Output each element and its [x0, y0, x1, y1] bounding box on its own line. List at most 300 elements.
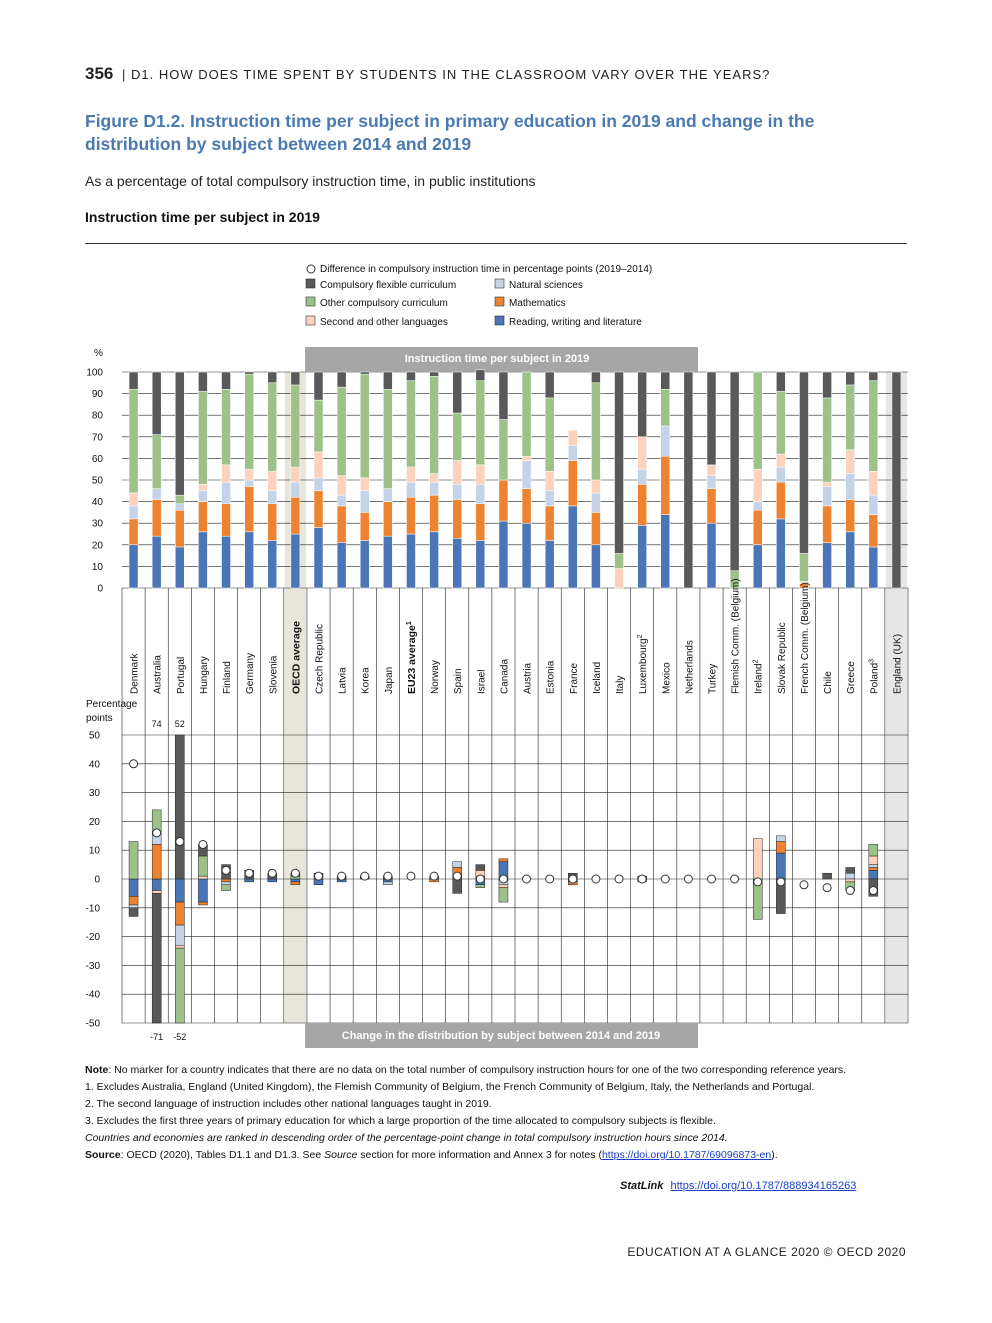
bottom-bar-segment-reading: [268, 879, 277, 882]
bottom-bar-segment-reading: [198, 879, 207, 902]
top-bar-segment-languages: [776, 454, 785, 467]
bottom-y-tick: -20: [85, 932, 100, 944]
legend-label-flexible: Compulsory flexible curriculum: [320, 280, 457, 291]
difference-marker: [315, 872, 323, 880]
top-bar-segment-flexible: [799, 372, 808, 553]
legend-label-sciences: Natural sciences: [509, 280, 583, 291]
top-bar-segment-other: [291, 385, 300, 467]
bottom-bar-segment-sciences: [129, 905, 138, 908]
top-bar-segment-flexible: [175, 372, 184, 495]
source-line: Source: OECD (2020), Tables D1.1 and D1.3. See Source section for more information and Annex 3 for notes (https://doi.org/10.1787/69096873-en).: [85, 1149, 778, 1161]
top-bar-segment-languages: [291, 467, 300, 482]
bottom-y-tick: -40: [85, 989, 100, 1001]
top-bar-segment-sciences: [291, 482, 300, 497]
bottom-bar-segment-languages: [175, 945, 184, 948]
top-bar-segment-other: [499, 420, 508, 480]
category-label-sup: 3: [868, 658, 876, 663]
top-bar-segment-sciences: [175, 504, 184, 510]
bottom-bar-segment-math: [129, 896, 138, 905]
top-bar-segment-languages: [245, 469, 254, 480]
top-bar-segment-other: [823, 398, 832, 482]
top-bar-segment-other: [383, 389, 392, 488]
top-bar-segment-other: [453, 413, 462, 461]
top-y-axis-label: %: [94, 348, 103, 359]
top-bar-segment-flexible: [222, 372, 231, 389]
top-bar-segment-flexible: [453, 372, 462, 413]
bottom-bar-segment-other: [476, 885, 485, 888]
top-bar-segment-languages: [545, 471, 554, 490]
top-bar-segment-reading: [383, 536, 392, 588]
difference-marker: [430, 872, 438, 880]
difference-marker: [869, 887, 877, 895]
page-number: 356: [85, 64, 114, 83]
legend-label-other: Other compulsory curriculum: [320, 298, 448, 309]
top-bar-segment-languages: [314, 452, 323, 478]
top-bar-segment-reading: [430, 532, 439, 588]
top-bar-segment-math: [522, 489, 531, 524]
top-bar-segment-other: [222, 389, 231, 465]
category-label-sup: 2: [752, 659, 760, 664]
bottom-y-tick: -30: [85, 960, 100, 972]
difference-marker: [130, 760, 138, 768]
top-bar-segment-flexible: [198, 372, 207, 391]
top-bar-segment-flexible: [291, 372, 300, 385]
bottom-bar-segment-reading: [152, 879, 161, 891]
difference-marker: [476, 875, 484, 883]
top-panel-banner-label: Instruction time per subject in 2019: [404, 353, 590, 365]
top-bar-segment-other: [245, 374, 254, 469]
top-bar-segment-reading: [869, 547, 878, 588]
top-bar-segment-flexible: [430, 372, 439, 376]
top-bar-segment-reading: [522, 523, 531, 588]
source-link[interactable]: https://doi.org/10.1787/69096873-en: [601, 1149, 772, 1161]
top-bar-segment-sciences: [545, 491, 554, 506]
top-bar-segment-sciences: [360, 491, 369, 513]
top-bar-segment-sciences: [337, 495, 346, 506]
top-bar-segment-other: [522, 372, 531, 456]
chart: [0, 255, 992, 1055]
top-bar-segment-math: [406, 497, 415, 534]
top-bar-segment-math: [291, 497, 300, 534]
difference-marker: [754, 878, 762, 886]
bottom-y-tick: 30: [88, 788, 100, 800]
top-bar-segment-languages: [337, 476, 346, 495]
difference-marker: [338, 872, 346, 880]
top-bar-segment-flexible: [406, 372, 415, 381]
difference-marker: [731, 875, 739, 883]
bottom-bar-segment-languages: [152, 891, 161, 894]
top-bar-segment-other: [175, 495, 184, 504]
bottom-bar-segment-reading: [776, 853, 785, 879]
top-bar-segment-sciences: [476, 484, 485, 503]
category-label: Korea: [360, 667, 372, 694]
top-y-tick: 30: [91, 518, 103, 530]
legend-label-math: Mathematics: [509, 298, 566, 309]
bottom-bar-segment-reading: [869, 870, 878, 879]
difference-marker: [661, 875, 669, 883]
legend-swatch-math: [495, 297, 504, 306]
top-bar-segment-math: [175, 510, 184, 547]
category-label: EU23 average$^1$: [405, 621, 418, 694]
bottom-bar-segment-flexible: [476, 865, 485, 871]
top-bar-segment-flexible: [684, 372, 693, 588]
top-bar-segment-sciences: [268, 491, 277, 504]
off-scale-bottom-label: -52: [173, 1032, 187, 1042]
top-y-tick: 60: [91, 453, 103, 465]
category-label: Slovak Republic: [776, 622, 788, 694]
section-title: | D1. HOW DOES TIME SPENT BY STUDENTS IN THE CLASSROOM VARY OVER THE YEARS?: [122, 67, 771, 82]
top-bar-segment-reading: [453, 538, 462, 588]
category-label: Luxembourg$^2$: [637, 634, 650, 694]
top-bar-segment-other: [753, 372, 762, 469]
ranking-note: Countries and economies are ranked in descending order of the percentage-point change in total compulsory instruction hours since 2014.: [85, 1132, 728, 1144]
off-scale-bottom-label: -71: [150, 1032, 164, 1042]
category-label: Austria: [522, 662, 534, 694]
top-bar-segment-reading: [360, 540, 369, 588]
top-bar-segment-reading: [661, 515, 670, 588]
top-bar-segment-other: [129, 389, 138, 493]
top-bar-segment-sciences: [707, 476, 716, 489]
top-bar-segment-flexible: [846, 372, 855, 385]
bottom-bar-segment-math: [291, 882, 300, 885]
bottom-y-tick: 40: [88, 759, 100, 771]
category-label: Flemish Comm. (Belgium): [730, 578, 742, 694]
top-bar-segment-reading: [245, 532, 254, 588]
top-bar-segment-reading: [268, 540, 277, 588]
top-bar-segment-other: [337, 387, 346, 476]
note-3: 3. Excludes the first three years of primary education for which a large proportion of the time allocated to compulsory subjects is flexible.: [85, 1115, 716, 1127]
bottom-panel-banner-label: Change in the distribution by subject between 2014 and 2019: [341, 1030, 661, 1042]
top-bar-segment-reading: [198, 532, 207, 588]
top-bar-segment-sciences: [591, 493, 600, 512]
difference-marker: [592, 875, 600, 883]
category-label: Finland: [222, 661, 234, 694]
bottom-bar-segment-reading: [129, 879, 138, 896]
top-bar-segment-sciences: [776, 467, 785, 482]
top-bar-segment-math: [245, 486, 254, 531]
statlink-label: StatLink: [620, 1180, 664, 1192]
category-label: Germany: [245, 652, 257, 694]
top-bar-segment-other: [430, 376, 439, 473]
top-bar-segment-sciences: [406, 482, 415, 497]
top-bar-segment-sciences: [661, 426, 670, 456]
top-bar-segment-other: [198, 391, 207, 484]
top-bar-segment-flexible: [499, 372, 508, 420]
bottom-y-axis-label-2: points: [86, 713, 113, 724]
category-label: Denmark: [129, 653, 141, 694]
bottom-bar-segment-reading: [175, 879, 184, 902]
category-label: Norway: [430, 660, 442, 694]
top-y-tick: 0: [97, 583, 103, 595]
bottom-bar-segment-math: [499, 859, 508, 862]
top-bar-segment-flexible: [869, 372, 878, 381]
top-bar-segment-math: [430, 495, 439, 532]
top-bar-segment-reading: [152, 536, 161, 588]
bottom-bar-segment-flexible: [175, 735, 184, 879]
category-label: Spain: [453, 668, 465, 694]
top-bar-segment-languages: [198, 484, 207, 490]
top-y-tick: 90: [91, 389, 103, 401]
category-label: Australia: [152, 655, 164, 694]
bottom-y-tick: -10: [85, 903, 100, 915]
top-bar-segment-flexible: [776, 372, 785, 391]
bottom-bar-segment-sciences: [869, 865, 878, 868]
top-bar-segment-math: [222, 504, 231, 536]
bottom-y-axis-label: Percentage: [86, 699, 138, 710]
difference-marker: [361, 872, 369, 880]
top-bar-segment-reading: [337, 543, 346, 588]
category-label: Canada: [499, 658, 511, 694]
top-bar-segment-flexible: [476, 370, 485, 381]
top-bar-segment-reading: [591, 545, 600, 588]
bottom-bar-segment-flexible: [823, 873, 832, 879]
top-bar-segment-flexible: [383, 372, 392, 389]
top-bar-segment-languages: [268, 471, 277, 490]
top-bar-segment-languages: [522, 456, 531, 460]
category-label: Latvia: [337, 667, 349, 694]
bottom-bar-segment-other: [869, 844, 878, 856]
category-label: France: [568, 662, 580, 694]
top-bar-segment-flexible: [314, 372, 323, 400]
top-bar-segment-sciences: [222, 482, 231, 504]
top-bar-segment-math: [499, 480, 508, 521]
difference-marker: [823, 884, 831, 892]
category-label: Chile: [823, 671, 835, 694]
legend-marker-difference: [307, 265, 315, 273]
top-bar-segment-math: [268, 504, 277, 541]
top-bar-segment-flexible: [661, 372, 670, 389]
bottom-bar-segment-math: [175, 902, 184, 925]
top-bar-segment-sciences: [638, 469, 647, 484]
top-bar-segment-sciences: [152, 489, 161, 500]
top-bar-segment-math: [314, 491, 323, 528]
bottom-bar-segment-languages: [869, 856, 878, 865]
top-bar-segment-other: [846, 385, 855, 450]
top-bar-segment-math: [753, 510, 762, 545]
bottom-bar-segment-sciences: [776, 836, 785, 842]
top-bar-segment-other: [406, 381, 415, 467]
top-bar-segment-languages: [846, 450, 855, 474]
top-bar-segment-other: [360, 374, 369, 478]
top-bar-segment-reading: [129, 545, 138, 588]
category-label: Czech Republic: [314, 623, 326, 694]
bottom-y-tick: 10: [88, 845, 100, 857]
bottom-bar-segment-other: [129, 842, 138, 879]
note-2: 2. The second language of instruction includes other national languages taught in 2019.: [85, 1098, 492, 1110]
top-y-tick: 20: [91, 540, 103, 552]
difference-marker: [569, 875, 577, 883]
top-bar-segment-sciences: [245, 480, 254, 486]
top-bar-segment-flexible: [892, 372, 901, 588]
top-bar-segment-languages: [615, 569, 624, 588]
top-bar-segment-math: [383, 502, 392, 537]
top-bar-segment-other: [545, 398, 554, 471]
top-bar-segment-flexible: [823, 372, 832, 398]
bottom-bar-segment-flexible: [453, 879, 462, 893]
top-bar-segment-math: [568, 461, 577, 506]
top-bar-segment-math: [129, 519, 138, 545]
top-bar-segment-reading: [776, 519, 785, 588]
category-label: Greece: [846, 661, 858, 694]
top-bar-segment-other: [661, 389, 670, 426]
bottom-bar-segment-sciences: [175, 925, 184, 945]
category-label: Netherlands: [684, 640, 696, 694]
legend-swatch-languages: [306, 316, 315, 325]
top-bar-segment-sciences: [846, 474, 855, 500]
category-label: French Comm. (Belgium): [799, 582, 811, 694]
top-bar-segment-math: [591, 512, 600, 544]
difference-marker: [222, 866, 230, 874]
top-bar-segment-languages: [430, 474, 439, 483]
bottom-y-tick: 20: [88, 816, 100, 828]
top-bar-segment-reading: [499, 521, 508, 588]
top-bar-segment-math: [638, 484, 647, 525]
category-label: Estonia: [545, 660, 557, 694]
difference-marker: [523, 875, 531, 883]
top-bar-segment-flexible: [638, 372, 647, 437]
top-bar-segment-reading: [314, 528, 323, 588]
legend-label-difference: Difference in compulsory instruction time in percentage points (2019–2014): [320, 264, 653, 275]
difference-marker: [638, 875, 646, 883]
top-bar-segment-sciences: [129, 506, 138, 519]
category-label: Hungary: [198, 656, 210, 694]
top-bar-segment-flexible: [615, 372, 624, 553]
off-scale-top-label: 52: [174, 719, 185, 729]
category-label: Japan: [383, 666, 395, 694]
top-bar-segment-other: [314, 400, 323, 452]
top-bar-segment-reading: [476, 540, 485, 588]
difference-marker: [407, 872, 415, 880]
bottom-bar-segment-languages: [846, 879, 855, 882]
top-bar-segment-other: [869, 381, 878, 472]
top-y-tick: 80: [91, 410, 103, 422]
top-bar-segment-reading: [222, 536, 231, 588]
category-label: Poland$^3$: [868, 658, 881, 694]
top-bar-segment-math: [545, 506, 554, 541]
top-bar-segment-math: [476, 504, 485, 541]
top-bar-segment-reading: [175, 547, 184, 588]
title-divider: [85, 243, 907, 244]
bottom-bar-segment-math: [152, 844, 161, 879]
legend-label-languages: Second and other languages: [320, 317, 448, 328]
top-bar-segment-math: [707, 489, 716, 524]
category-label: Italy: [615, 675, 627, 694]
top-bar-segment-sciences: [823, 486, 832, 505]
category-label: OECD average: [290, 621, 303, 694]
top-bar-segment-flexible: [152, 372, 161, 435]
bottom-bar-segment-flexible: [152, 893, 161, 1023]
top-bar-segment-flexible: [707, 372, 716, 465]
bottom-bar-segment-flexible: [129, 908, 138, 917]
top-bar-segment-languages: [129, 493, 138, 506]
category-label: Iceland: [591, 661, 603, 694]
top-bar-segment-languages: [591, 480, 600, 493]
bottom-bar-segment-languages: [753, 839, 762, 879]
top-bar-segment-languages: [568, 430, 577, 445]
top-bar-segment-sciences: [453, 484, 462, 499]
top-y-tick: 40: [91, 497, 103, 509]
bottom-bar-segment-math: [869, 867, 878, 870]
bottom-bar-segment-flexible: [846, 867, 855, 873]
bottom-y-tick: 50: [88, 730, 100, 742]
difference-marker: [245, 869, 253, 877]
top-bar-segment-flexible: [730, 372, 739, 571]
top-bar-segment-reading: [707, 523, 716, 588]
note-line: Note: No marker for a country indicates that there are no data on the total number of compulsory instruction hours for one of the two corresponding reference years.: [85, 1064, 847, 1076]
category-label: Turkey: [707, 663, 719, 694]
top-bar-segment-languages: [453, 461, 462, 485]
bottom-bar-segment-sciences: [453, 862, 462, 868]
top-bar-segment-languages: [869, 471, 878, 495]
top-bar-segment-math: [453, 499, 462, 538]
top-bar-segment-reading: [545, 540, 554, 588]
top-bar-segment-math: [337, 506, 346, 543]
legend-swatch-other: [306, 297, 315, 306]
category-label: Israel: [476, 669, 488, 694]
top-bar-segment-other: [591, 383, 600, 480]
difference-marker: [384, 872, 392, 880]
top-bar-segment-languages: [707, 465, 716, 476]
difference-marker: [153, 829, 161, 837]
bottom-bar-segment-other: [222, 885, 231, 891]
bottom-bar-segment-other: [499, 888, 508, 902]
top-bar-segment-reading: [753, 545, 762, 588]
top-bar-segment-math: [776, 482, 785, 519]
bottom-y-tick: -50: [85, 1018, 100, 1030]
bottom-y-tick: 0: [94, 874, 100, 886]
top-y-tick: 50: [91, 475, 103, 487]
figure-title: Figure D1.2. Instruction time per subject in primary education in 2019 and change in the distribution by subject between 2014 and 2019: [85, 111, 815, 154]
top-bar-segment-flexible: [129, 372, 138, 389]
top-bar-segment-flexible: [337, 372, 346, 387]
off-scale-top-label: 74: [151, 719, 162, 729]
top-y-tick: 100: [86, 367, 103, 379]
difference-marker: [268, 869, 276, 877]
top-bar-segment-flexible: [268, 372, 277, 383]
top-bar-segment-other: [799, 553, 808, 581]
difference-marker: [800, 881, 808, 889]
category-label-sup: 2: [637, 634, 645, 639]
top-bar-segment-sciences: [198, 491, 207, 502]
top-y-tick: 10: [91, 561, 103, 573]
top-bar-segment-reading: [846, 532, 855, 588]
difference-marker: [615, 875, 623, 883]
category-label: England (UK): [892, 633, 904, 694]
top-bar-segment-sciences: [568, 445, 577, 460]
top-bar-segment-languages: [360, 478, 369, 491]
top-bar-segment-languages: [476, 465, 485, 484]
page-header: [85, 64, 770, 84]
top-bar-segment-other: [268, 383, 277, 472]
top-bar-segment-other: [615, 553, 624, 568]
top-bar-segment-other: [776, 391, 785, 454]
difference-marker: [453, 872, 461, 880]
top-bar-segment-languages: [753, 469, 762, 501]
category-label: Mexico: [661, 662, 673, 694]
top-bar-segment-math: [869, 515, 878, 547]
bottom-bar-segment-reading: [245, 879, 254, 882]
difference-marker: [684, 875, 692, 883]
bottom-bar-segment-math: [198, 902, 207, 905]
figure-subtitle: As a percentage of total compulsory instruction time, in public institutions: [85, 173, 536, 189]
top-bar-segment-reading: [568, 506, 577, 588]
legend-swatch-flexible: [306, 279, 315, 288]
top-bar-segment-reading: [406, 534, 415, 588]
bottom-bar-segment-sciences: [222, 882, 231, 885]
statlink-link[interactable]: https://doi.org/10.1787/888934165263: [670, 1180, 857, 1192]
top-bar-segment-sciences: [430, 482, 439, 495]
category-label: Slovenia: [268, 655, 280, 694]
